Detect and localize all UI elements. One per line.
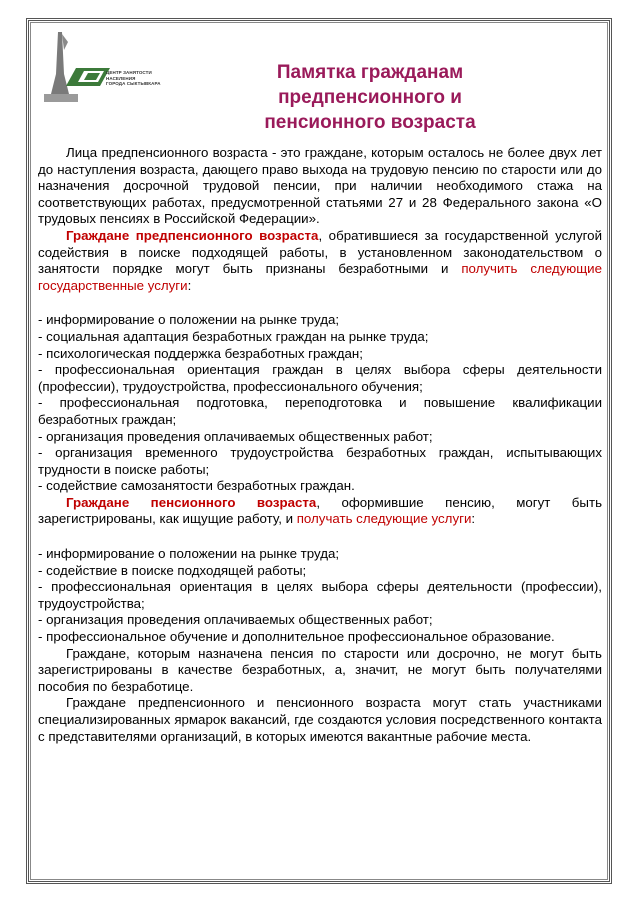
page-title [200, 60, 540, 135]
list-item: - содействие самозанятости безработных граждан. [38, 478, 355, 494]
list-item: - организация проведения оплачиваемых общественных работ; [38, 612, 433, 628]
title-line: Памятка гражданам [276, 62, 464, 83]
list-item: - информирование о положении на рынке труда; [38, 546, 340, 562]
logo-line: ЦЕНТР ЗАНЯТОСТИ [106, 70, 152, 75]
logo-line: ГОРОДА СЫКТЫВКАРА [106, 81, 161, 86]
list-item: - содействие в поиске подходящей работы; [38, 562, 307, 578]
logo-graphic [40, 28, 160, 108]
employment-center-logo [40, 28, 160, 108]
list-item: - организация проведения оплачиваемых общественных работ; [38, 428, 433, 444]
note-paragraph: Граждане предпенсионного и пенсионного возраста могут стать участниками специализированных ярмарок вакансий, где создаются условия посредственного контакта с представителями организаций, в которых имеются вакантные рабочие места. [38, 695, 602, 744]
section1-highlight: получить следующие государственные услуги [38, 261, 602, 293]
intro-paragraph: Лица предпенсионного возраста - это граждане, которым осталось не более двух лет до наступления возраста, дающего право выхода на трудовую пенсию по старости или до назначения досрочной трудовой пенсии, при наличии необходимого стажа на соответствующих работах, предусмотренной статьями 27 и 28 Федерального закона «О трудовых пенсиях в Российской Федерации». [38, 145, 602, 227]
title-line: пенсионного возраста [264, 112, 476, 133]
section2-heading: Граждане пенсионного возраста [66, 494, 317, 510]
note-paragraph: Граждане, которым назначена пенсия по старости или досрочно, не могут быть зарегистрированы в качестве безработных, а, значит, не могут быть получателями пособия по безработице. [38, 645, 602, 694]
list-item: - профессиональная подготовка, переподготовка и повышение квалификации безработных граждан; [38, 395, 602, 427]
list-item: - психологическая поддержка безработных граждан; [38, 345, 363, 361]
title-line: предпенсионного и [278, 87, 462, 108]
list-item: - профессиональное обучение и дополнительное профессиональное образование. [38, 629, 555, 645]
section1-text: , обратившиеся за государственной услугой содействия в поиске подходящей работы, в установленном законодательством о занятости порядке могут быть признаны безработными и [38, 227, 603, 277]
list-item: - информирование о положении на рынке труда; [38, 312, 340, 328]
section1-colon: : [187, 277, 192, 293]
list-item: - профессиональная ориентация граждан в целях выбора сферы деятельности (профессии), трудоустройства, профессионального обучения; [38, 362, 602, 394]
list-item: - социальная адаптация безработных граждан на рынке труда; [38, 328, 429, 344]
list-item: - организация временного трудоустройства безработных граждан, испытывающих трудности в поиске работы; [38, 445, 602, 477]
list-item: - профессиональная ориентация в целях выбора сферы деятельности (профессии), трудоустройства; [38, 579, 602, 611]
section2-highlight: получать следующие услуги [296, 511, 472, 527]
logo-line: НАСЕЛЕНИЯ [106, 75, 136, 81]
logo-caption [106, 70, 176, 87]
section1-lead [38, 228, 602, 294]
section2-text: , оформившие пенсию, могут быть зарегистрированы, как ищущие работу, и [38, 494, 602, 527]
leaflet-body [38, 145, 602, 745]
section2-lead [38, 495, 602, 528]
section1-heading: Граждане предпенсионного возраста [66, 227, 319, 243]
section2-colon: : [471, 511, 476, 527]
